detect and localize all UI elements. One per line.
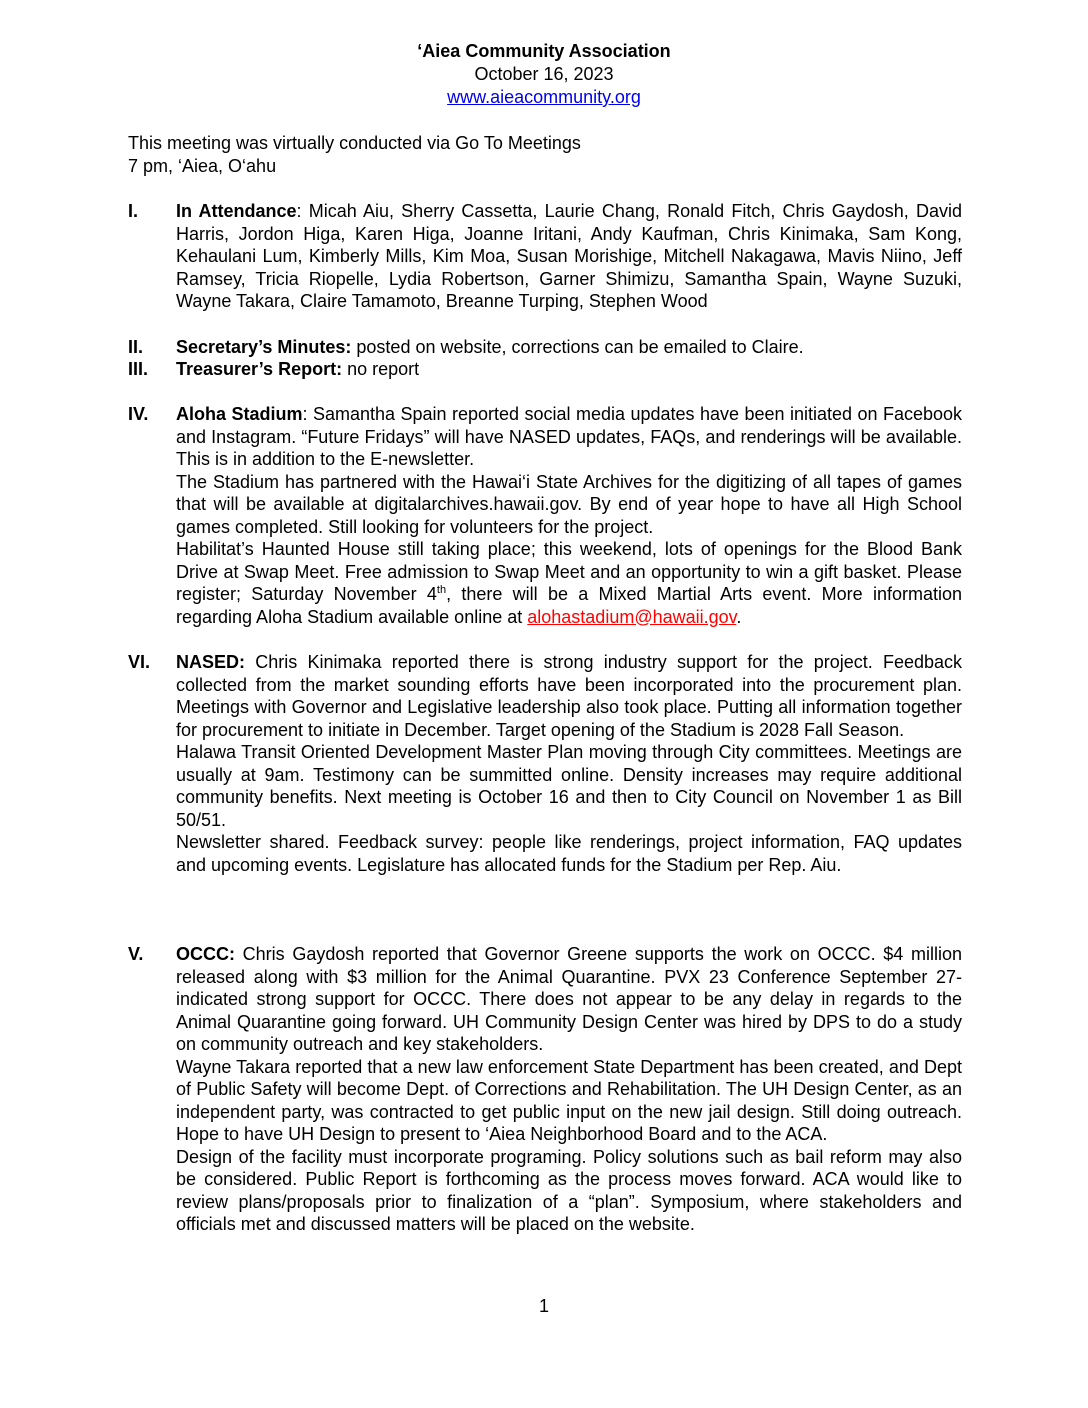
meeting-time-location: 7 pm, ‘Aiea, O‘ahu [128, 156, 277, 176]
section-heading: In Attendance [176, 201, 297, 221]
section-heading: Treasurer’s Report: [176, 359, 343, 379]
section-heading: NASED: [176, 652, 246, 672]
nased-paragraph-2: Halawa Transit Oriented Development Master Plan moving through City committees. Meetings are usually at 9am. Testimony can be summitted online. Density increases may require additional community benefits. Next meeting is October 16 and then to City Council on November 1 as Bill 50/51. [176, 742, 962, 830]
nased-paragraph-1: Chris Kinimaka reported there is strong industry support for the project. Feedback collected from the market sounding efforts have been incorporated into the procurement plan. Meetings with Governor and Legislative leadership also took place. Putting all information together for procurement to initiate in December. Target opening of the Stadium is 2028 Fall Season. [176, 652, 962, 740]
occc-paragraph-2: Wayne Takara reported that a new law enforcement State Department has been created, and Dept of Public Safety will become Dept. of Corrections and Rehabilitation. The UH Design Center, as an independent party, was contracted to get public input on the new jail design. Still doing outreach. Hope to have UH Design to present to ‘Aiea Neighborhood Board and to the ACA. [176, 1056, 962, 1144]
section-heading: Aloha Stadium [176, 404, 303, 424]
section-treasurer [128, 358, 962, 381]
meeting-format: This meeting was virtually conducted via Go To Meetings [128, 133, 581, 153]
section-number: IV. [128, 404, 149, 424]
section-text: posted on website, corrections can be emailed to Claire. [351, 337, 804, 357]
page-number: 1 [538, 1296, 549, 1316]
section-minutes [128, 336, 962, 359]
section-number: III. [128, 359, 149, 379]
website-link[interactable]: www.aieacommunity.org [447, 87, 641, 107]
section-number: I. [128, 201, 139, 221]
stadium-paragraph-3-end: . [736, 606, 742, 627]
stadium-paragraph-3b: , there will be a Mixed Martial Arts event. More information regarding Aloha Stadium available online at [176, 584, 962, 627]
section-heading: OCCC: [176, 944, 235, 964]
occc-paragraph-3: Design of the facility must incorporate programing. Policy solutions such as bail reform may also be considered. Public Report is forthcoming as the process moves forward. ACA would like to review plans/proposals prior to finalization of a “plan”. Symposium, where stakeholders and officials met and discussed matters will be placed on the website. [176, 1146, 962, 1234]
organization-name: ‘Aiea Community Association [417, 41, 671, 61]
document-header [0, 40, 1088, 109]
occc-paragraph-1: Chris Gaydosh reported that Governor Greene supports the work on OCCC. $4 million released along with $3 million for the Animal Quarantine. PVX 23 Conference September 27- indicated strong support for OCCC. There does not appear to be any delay in regards to the Animal Quarantine going forward. UH Community Design Center was hired by DPS to do a study on community outreach and key stakeholders. [176, 944, 962, 1054]
meeting-date: October 16, 2023 [474, 64, 614, 84]
nased-paragraph-3: Newsletter shared. Feedback survey: people like renderings, project information, FAQ updates and upcoming events. Legislature has allocated funds for the Stadium per Rep. Aiu. [176, 832, 962, 875]
section-aloha-stadium [128, 403, 962, 628]
section-text: no report [342, 359, 420, 379]
section-attendance [128, 200, 962, 313]
stadium-email-link[interactable]: alohastadium@hawaii.gov [527, 606, 737, 627]
section-number: VI. [128, 652, 151, 672]
meeting-intro [128, 132, 968, 178]
section-heading: Secretary’s Minutes: [176, 337, 352, 357]
stadium-paragraph-1: : Samantha Spain reported social media updates have been initiated on Facebook and Instagram. “Future Fridays” will have NASED updates, FAQs, and renderings will be available. This is in addition to the E-newsletter. [176, 404, 963, 469]
section-number: II. [128, 337, 144, 357]
attendance-list: : Micah Aiu, Sherry Cassetta, Laurie Chang, Ronald Fitch, Chris Gaydosh, David Harris, Jordon Higa, Karen Higa, Joanne Iritani, Andy Kaufman, Chris Kinimaka, Sam Kong, Kehaulani Lum, Kimberly Mills, Kim Moa, Susan Morishige, Mitchell Nakagawa, Mavis Niino, Jeff Ramsey, Tricia Riopelle, Lydia Robertson, Garner Shimizu, Samantha Spain, Wayne Suzuki, Wayne Takara, Claire Tamamoto, Breanne Turping, Stephen Wood [176, 201, 962, 311]
section-nased [128, 651, 962, 876]
ordinal-suffix: th [436, 584, 447, 596]
stadium-paragraph-2: The Stadium has partnered with the Hawai‘i State Archives for the digitizing of all tapes of games that will be available at digitalarchives.hawaii.gov. By end of year hope to have all High School games completed. Still looking for volunteers for the project. [176, 471, 962, 537]
section-number: V. [128, 944, 144, 964]
section-occc [128, 943, 962, 1236]
stadium-paragraph-3a: Habilitat’s Haunted House still taking place; this weekend, lots of openings for the Blood Bank Drive at Swap Meet. Free admission to Swap Meet and an opportunity to win a gift basket. Please register; Saturday November 4 [176, 539, 962, 604]
